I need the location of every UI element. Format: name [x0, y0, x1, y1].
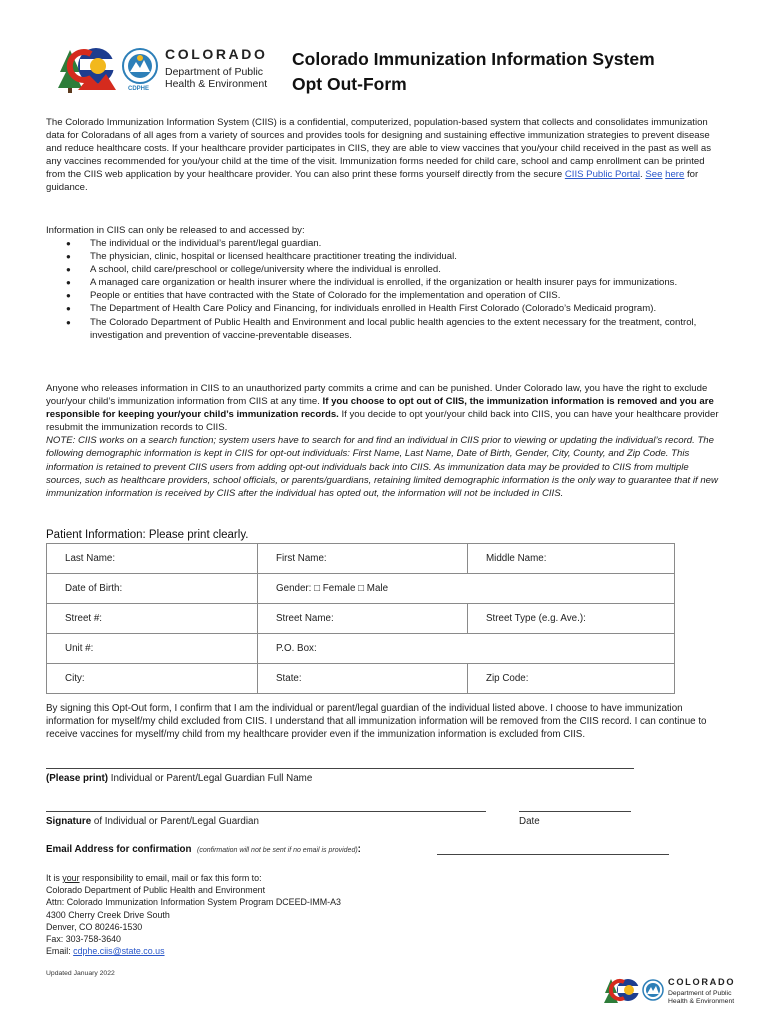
please-print-bold: (Please print): [46, 773, 109, 784]
list-item: ● A managed care organization or health insurer where the individual is enrolled, if the organization or health insurer pays for immunizations.: [62, 276, 726, 289]
svg-text:CDPHE: CDPHE: [128, 86, 150, 92]
footer-org-name: COLORADO: [668, 977, 736, 987]
addr-post: responsibility to email, mail or fax this form to:: [79, 873, 262, 883]
page-title: [292, 47, 655, 97]
org-name: COLORADO: [165, 46, 268, 62]
footer-logo: [604, 976, 666, 1006]
intro-paragraph: The Colorado Immunization Information System (CIIS) is a confidential, computerized, population-based system that collects and consolidates immunization data for Coloradans of all ages from a variety of sources and provides tools for designing and sustaining effective immunization strategies to prevent disease and reduce healthcare costs. If your healthcare provider participates in CIIS, they are able to view vaccines that you/your child received in the past as well as any vaccines recommended for you/your child at the time of the visit. Immunization forms needed for child care, school and camp enrollment can be printed from the CIIS web application by your healthcare provider. You can also print these forms yourself directly from the secure CIIS Public Portal. See here for guidance.: [46, 117, 711, 194]
address-line3: Attn: Colorado Immunization Information System Program DCEED-IMM-A3: [46, 897, 341, 908]
updated-date: Updated January 2022: [46, 970, 115, 977]
email-colon: :: [357, 844, 361, 855]
footer-sub-line2: Health & Environment: [668, 998, 735, 1005]
email-line-text: [46, 945, 341, 957]
address-line2: Colorado Department of Public Health and Environment: [46, 885, 266, 896]
po-box-field[interactable]: P.O. Box:: [258, 634, 675, 664]
email-line[interactable]: [437, 854, 669, 855]
date-label: Date: [519, 816, 540, 827]
state-field[interactable]: State:: [258, 664, 468, 694]
signature-label: [46, 816, 259, 827]
address-line1: [46, 872, 341, 884]
list-item: ● The physician, clinic, hospital or licensed healthcare practitioner treating the individual.: [62, 250, 726, 263]
zip-field[interactable]: Zip Code:: [468, 664, 675, 694]
city-field[interactable]: City:: [47, 664, 258, 694]
email-note: (confirmation will not be sent if no email is provided): [196, 847, 358, 854]
ciis-public-portal-link[interactable]: CIIS Public Portal: [564, 169, 641, 181]
street-name-field[interactable]: Street Name:: [258, 604, 468, 634]
footer-sub-line1: Department of Public: [668, 990, 732, 997]
colorado-flag-icon: [604, 976, 666, 1006]
address-line5: Denver, CO 80246-1530: [46, 921, 143, 932]
full-name-rest: Individual or Parent/Legal Guardian Full Name: [108, 773, 313, 784]
addr-pre: It is: [46, 873, 63, 883]
footer-org-subtitle: [668, 990, 734, 1006]
signature-bold: Signature: [46, 816, 92, 827]
fax-line: Fax: 303-758-3640: [46, 934, 121, 945]
last-name-field[interactable]: Last Name:: [47, 544, 258, 574]
signature-line[interactable]: [46, 811, 486, 812]
list-item: ● The Department of Health Care Policy and Financing, for individuals enrolled in Health First Colorado (Colorado’s Medicaid program).: [62, 302, 726, 315]
address-line4: 4300 Cherry Creek Drive South: [46, 909, 170, 920]
street-number-field[interactable]: Street #:: [47, 604, 258, 634]
cdphe-logo: [58, 44, 166, 94]
here-link[interactable]: here: [665, 169, 685, 181]
list-item: ● The individual or the individual’s parent/legal guardian.: [62, 237, 726, 250]
note-italic: NOTE: CIIS works on a search function; system users have to search for and find an individual in CIIS prior to viewing or updating the individual’s record. The following demographic information is kept in CIIS for opt-out individuals: First Name, Last Name, Date of Birth, Gender, City, County, and Zip Code. This information is retained to prevent CIIS users from adding opt-out individuals back into CIIS. As immunization data may be provided to CIIS from multiple sources, such as healthcare providers, school officials, or parents/guardians, retaining limited demographic information is the only way to guarantee that if new immunization information is received by CIIS after the individual has opted out, the information will not be included in CIIS.: [46, 435, 718, 499]
list-item: ● People or entities that have contracted with the State of Colorado for the implementation and operation of CIIS.: [62, 289, 726, 302]
org-subtitle: [165, 66, 267, 90]
legal-paragraph: [46, 382, 726, 500]
email-pre: Email:: [46, 946, 74, 957]
legal-text-2: If you decide to opt your/your child back into CIIS, you can have your healthcare provider resubmit the immunization records to CIIS.: [46, 409, 719, 434]
list-item: ● A school, child care/preschool or college/university where the individual is enrolled.: [62, 263, 726, 276]
street-type-field[interactable]: Street Type (e.g. Ave.):: [468, 604, 675, 634]
org-sub-line1: Department of Public: [165, 66, 264, 78]
access-heading: Information in CIIS can only be released to and accessed by:: [46, 225, 305, 236]
email-link[interactable]: cdphe.ciis@state.co.us: [73, 946, 165, 957]
addr-your: your: [62, 873, 80, 883]
colorado-flag-icon: [58, 44, 166, 94]
date-line[interactable]: [519, 811, 631, 812]
see-link[interactable]: See: [645, 169, 663, 181]
email-bold: Email Address for confirmation: [46, 844, 192, 855]
opt-out-bold-notice: If you choose to opt out of CIIS, the immunization information is removed and you are responsible for keeping your/your child’s immunization records.: [46, 396, 714, 421]
intro-tail: for guidance.: [46, 169, 699, 194]
title-line2: Opt Out-Form: [292, 74, 407, 94]
org-sub-line2: Health & Environment: [165, 78, 268, 90]
middle-name-field[interactable]: Middle Name:: [468, 544, 675, 574]
first-name-field[interactable]: First Name:: [258, 544, 468, 574]
intro-text: The Colorado Immunization Information System (CIIS) is a confidential, computerized, population-based system that collects and consolidates immunization data for Coloradans of all ages from a variety of sources and provides tools for designing and sustaining effective immunization strategies to prevent disease and reduce healthcare costs. If your healthcare provider participates in CIIS, they are able to view vaccines that you/your child received in the past as well as any vaccines recommended for you/your child at the time of the visit. Immunization forms needed for child care, school and camp enrollment can be printed from the CIIS web application by your healthcare provider. You can also print these forms yourself directly from the secure: [46, 117, 711, 181]
gender-field[interactable]: Gender: □ Female □ Male: [258, 574, 675, 604]
email-label: [46, 844, 361, 855]
full-name-line[interactable]: [46, 768, 634, 769]
list-item: ● The Colorado Department of Public Health and Environment and local public health agencies to the extent necessary for the treatment, control, investigation and prevention of vaccine-preventable diseases.: [62, 316, 726, 342]
legal-text-1: Anyone who releases information in CIIS to an unauthorized party commits a crime and can be punished. Under Colorado law, you have the right to exclude your/your child’s immunization information from CIIS at any time.: [46, 383, 708, 408]
full-name-label: [46, 773, 312, 784]
patient-info-heading: Patient Information: Please print clearly.: [46, 529, 249, 541]
dob-field[interactable]: Date of Birth:: [47, 574, 258, 604]
title-line1: Colorado Immunization Information System: [292, 49, 655, 69]
patient-info-table: [46, 543, 675, 694]
access-list: [62, 237, 726, 342]
consent-paragraph: By signing this Opt-Out form, I confirm that I am the individual or parent/legal guardian of the individual listed above. I choose to have immunization information for myself/my child excluded from CIIS. I understand that all immunization information will be removed from the CIIS record. I can continue to receive vaccines for myself/my child from my healthcare provider even if the immunization information is excluded from CIIS.: [46, 702, 707, 741]
signature-rest: of Individual or Parent/Legal Guardian: [91, 816, 259, 827]
unit-field[interactable]: Unit #:: [47, 634, 258, 664]
mailing-address: [46, 872, 341, 957]
